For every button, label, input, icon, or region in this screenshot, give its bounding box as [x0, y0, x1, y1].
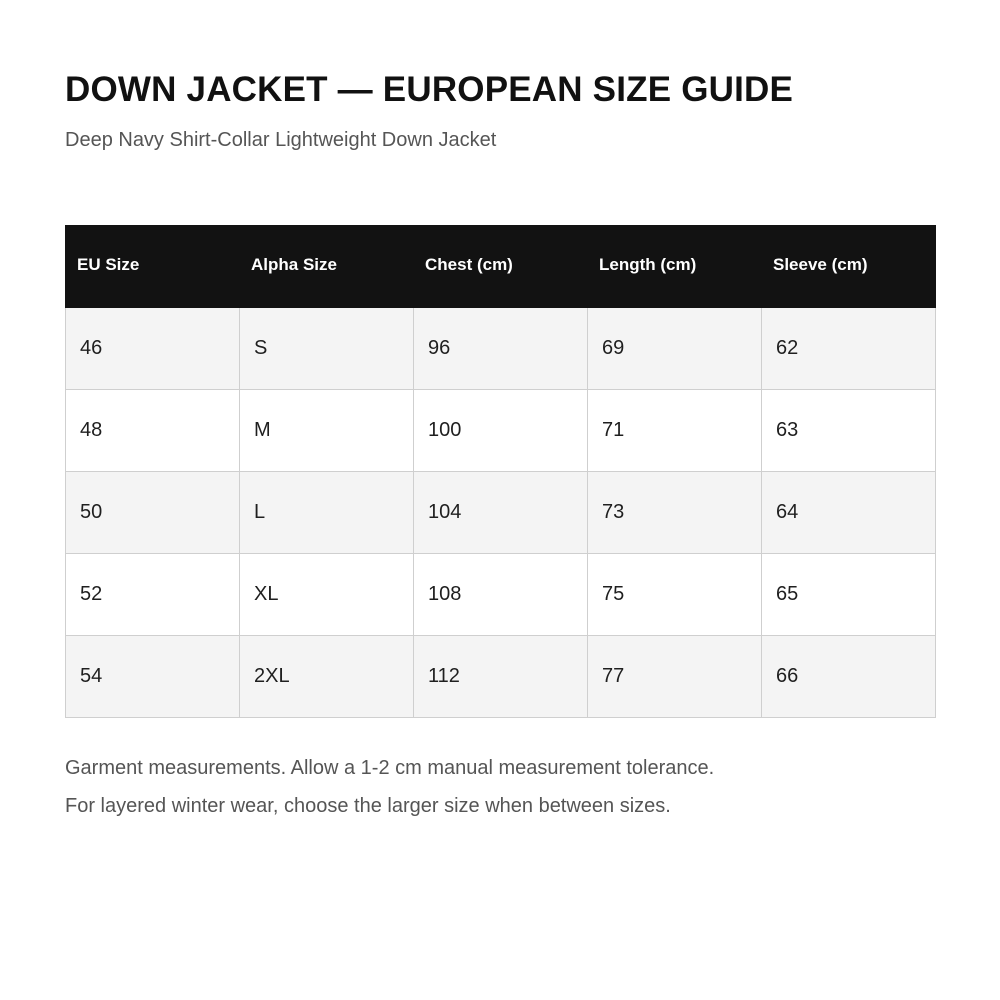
sizing-advice-note: For layered winter wear, choose the larger size when between sizes. — [65, 795, 671, 817]
cell-eu-size: 54 — [66, 636, 240, 718]
column-header-chest: Chest (cm) — [414, 226, 588, 308]
table-row — [66, 390, 936, 472]
cell-sleeve: 64 — [762, 472, 936, 554]
cell-eu-size: 50 — [66, 472, 240, 554]
cell-eu-size: 48 — [66, 390, 240, 472]
column-header-sleeve: Sleeve (cm) — [762, 226, 936, 308]
cell-length: 71 — [588, 390, 762, 472]
cell-sleeve: 66 — [762, 636, 936, 718]
column-header-length: Length (cm) — [588, 226, 762, 308]
measurement-note: Garment measurements. Allow a 1-2 cm manual measurement tolerance. — [65, 757, 715, 779]
size-table-body — [66, 308, 936, 718]
table-row — [66, 636, 936, 718]
cell-chest: 100 — [414, 390, 588, 472]
table-row — [66, 308, 936, 390]
cell-length: 77 — [588, 636, 762, 718]
header-row — [66, 226, 936, 308]
column-header-eu-size: EU Size — [66, 226, 240, 308]
size-table — [65, 225, 936, 718]
cell-length: 73 — [588, 472, 762, 554]
cell-sleeve: 63 — [762, 390, 936, 472]
table-row — [66, 472, 936, 554]
page-title: DOWN JACKET — EUROPEAN SIZE GUIDE — [65, 70, 794, 109]
cell-alpha-size: M — [240, 390, 414, 472]
cell-chest: 104 — [414, 472, 588, 554]
cell-eu-size: 46 — [66, 308, 240, 390]
cell-length: 75 — [588, 554, 762, 636]
cell-sleeve: 62 — [762, 308, 936, 390]
cell-sleeve: 65 — [762, 554, 936, 636]
cell-alpha-size: S — [240, 308, 414, 390]
table-row — [66, 554, 936, 636]
product-subtitle: Deep Navy Shirt-Collar Lightweight Down Jacket — [65, 129, 497, 151]
cell-eu-size: 52 — [66, 554, 240, 636]
column-header-alpha-size: Alpha Size — [240, 226, 414, 308]
cell-chest: 108 — [414, 554, 588, 636]
cell-length: 69 — [588, 308, 762, 390]
cell-chest: 96 — [414, 308, 588, 390]
cell-chest: 112 — [414, 636, 588, 718]
cell-alpha-size: XL — [240, 554, 414, 636]
cell-alpha-size: 2XL — [240, 636, 414, 718]
size-table-header — [66, 226, 936, 308]
cell-alpha-size: L — [240, 472, 414, 554]
